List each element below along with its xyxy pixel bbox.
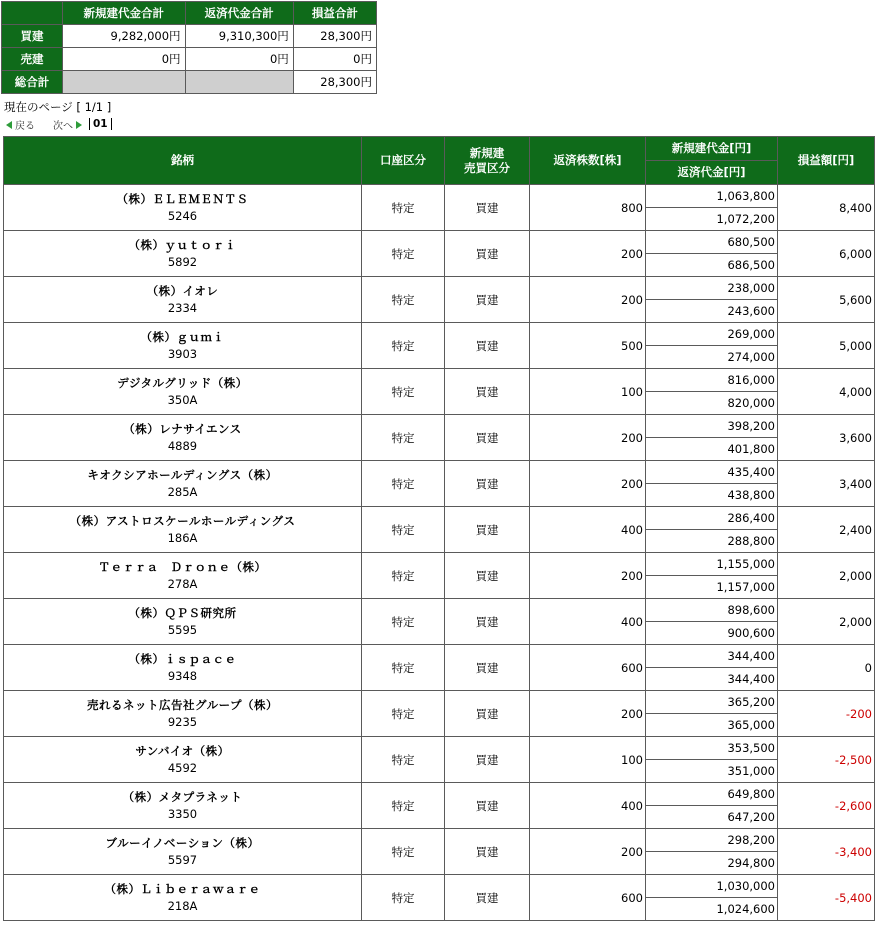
repay-amount: 1,024,600	[646, 898, 778, 921]
account-type: 特定	[362, 691, 445, 737]
header-repay-price: 返済代金[円]	[646, 161, 778, 185]
stock-name-cell	[4, 323, 362, 369]
summary-repay-total: 9,310,300円	[185, 25, 293, 48]
account-type: 特定	[362, 323, 445, 369]
position-row	[4, 231, 875, 254]
summary-new-total: 9,282,000円	[63, 25, 186, 48]
summary-row-label: 売建	[2, 48, 63, 71]
stock-name-cell	[4, 691, 362, 737]
account-type: 特定	[362, 507, 445, 553]
summary-header-pl-total: 損益合計	[293, 2, 376, 25]
account-type: 特定	[362, 875, 445, 921]
position-row	[4, 369, 875, 392]
stock-name-cell	[4, 645, 362, 691]
repay-qty: 500	[530, 323, 646, 369]
stock-name-cell	[4, 415, 362, 461]
repay-qty: 100	[530, 369, 646, 415]
trade-type: 買建	[445, 415, 530, 461]
stock-name-cell	[4, 507, 362, 553]
position-row	[4, 599, 875, 622]
stock-name: （株）イオレ	[146, 283, 219, 298]
summary-pl-total: 28,300円	[293, 25, 376, 48]
page-link-01[interactable]: 01	[89, 118, 112, 130]
new-amount: 365,200	[646, 691, 778, 714]
profit-loss: 2,000	[778, 599, 875, 645]
stock-code: 5892	[167, 254, 198, 269]
stock-name-cell	[4, 783, 362, 829]
repay-amount: 274,000	[646, 346, 778, 369]
stock-code: 9235	[167, 714, 198, 729]
header-new-price: 新規建代金[円]	[646, 137, 778, 161]
summary-row-sell	[2, 48, 377, 71]
stock-name-cell	[4, 553, 362, 599]
profit-loss: 5,000	[778, 323, 875, 369]
profit-loss: -2,600	[778, 783, 875, 829]
new-amount: 680,500	[646, 231, 778, 254]
repay-qty: 200	[530, 461, 646, 507]
repay-amount: 900,600	[646, 622, 778, 645]
trade-type: 買建	[445, 277, 530, 323]
stock-code: 4889	[167, 438, 198, 453]
repay-qty: 400	[530, 507, 646, 553]
repay-amount: 438,800	[646, 484, 778, 507]
summary-table	[1, 1, 377, 94]
position-row	[4, 691, 875, 714]
stock-name: Ｔｅｒｒａ Ｄｒｏｎｅ（株）	[98, 559, 267, 574]
triangle-right-icon	[76, 121, 82, 129]
stock-code: 5246	[167, 208, 198, 223]
new-amount: 398,200	[646, 415, 778, 438]
repay-amount: 294,800	[646, 852, 778, 875]
trade-type: 買建	[445, 829, 530, 875]
summary-corner	[2, 2, 63, 25]
trade-type: 買建	[445, 369, 530, 415]
stock-name-cell	[4, 737, 362, 783]
profit-loss: -200	[778, 691, 875, 737]
repay-qty: 600	[530, 645, 646, 691]
new-amount: 238,000	[646, 277, 778, 300]
stock-name: （株）ＱＰＳ研究所	[128, 605, 237, 620]
stock-name: （株）メタプラネット	[122, 789, 243, 804]
stock-name-cell	[4, 829, 362, 875]
position-row	[4, 737, 875, 760]
new-amount: 649,800	[646, 783, 778, 806]
stock-name-cell	[4, 231, 362, 277]
trade-type: 買建	[445, 691, 530, 737]
profit-loss: 5,600	[778, 277, 875, 323]
stock-name-cell	[4, 875, 362, 921]
new-amount: 344,400	[646, 645, 778, 668]
profit-loss: 3,400	[778, 461, 875, 507]
stock-name: デジタルグリッド（株）	[117, 375, 248, 390]
repay-qty: 200	[530, 277, 646, 323]
stock-code: 4592	[167, 760, 198, 775]
position-row	[4, 783, 875, 806]
account-type: 特定	[362, 461, 445, 507]
repay-qty: 200	[530, 553, 646, 599]
repay-amount: 1,072,200	[646, 208, 778, 231]
account-type: 特定	[362, 829, 445, 875]
stock-name-cell	[4, 277, 362, 323]
stock-code: 5595	[167, 622, 198, 637]
stock-code: 3903	[167, 346, 198, 361]
repay-amount: 365,000	[646, 714, 778, 737]
repay-qty: 600	[530, 875, 646, 921]
new-amount: 286,400	[646, 507, 778, 530]
triangle-left-icon	[6, 121, 12, 129]
repay-amount: 401,800	[646, 438, 778, 461]
stock-name-cell	[4, 185, 362, 231]
profit-loss: 6,000	[778, 231, 875, 277]
summary-grand-pl-total: 28,300円	[293, 71, 376, 94]
new-amount: 298,200	[646, 829, 778, 852]
header-trade-line2: 売買区分	[464, 160, 510, 175]
trade-type: 買建	[445, 231, 530, 277]
profit-loss: 2,400	[778, 507, 875, 553]
trade-type: 買建	[445, 185, 530, 231]
repay-qty: 800	[530, 185, 646, 231]
stock-code: 186A	[167, 530, 198, 545]
header-account: 口座区分	[362, 137, 445, 185]
stock-name: （株）ｇｕｍｉ	[140, 329, 225, 344]
new-amount: 816,000	[646, 369, 778, 392]
new-amount: 1,063,800	[646, 185, 778, 208]
repay-qty: 200	[530, 829, 646, 875]
new-amount: 898,600	[646, 599, 778, 622]
position-row	[4, 875, 875, 898]
profit-loss: 4,000	[778, 369, 875, 415]
header-trade-line1: 新規建	[469, 145, 505, 160]
new-amount: 269,000	[646, 323, 778, 346]
trade-type: 買建	[445, 737, 530, 783]
trade-type: 買建	[445, 599, 530, 645]
stock-name: （株）ＥＬＥＭＥＮＴＳ	[116, 191, 249, 206]
profit-loss: -5,400	[778, 875, 875, 921]
stock-code: 278A	[167, 576, 198, 591]
repay-amount: 243,600	[646, 300, 778, 323]
next-label: 次へ	[53, 121, 73, 132]
summary-repay-total: 0円	[185, 48, 293, 71]
stock-name-cell	[4, 461, 362, 507]
profit-loss: -2,500	[778, 737, 875, 783]
repay-amount: 288,800	[646, 530, 778, 553]
position-row	[4, 645, 875, 668]
profit-loss: -3,400	[778, 829, 875, 875]
summary-new-total: 0円	[63, 48, 186, 71]
summary-pl-total: 0円	[293, 48, 376, 71]
trade-type: 買建	[445, 875, 530, 921]
back-link[interactable]	[6, 117, 35, 132]
account-type: 特定	[362, 277, 445, 323]
repay-amount: 344,400	[646, 668, 778, 691]
stock-code: 5597	[167, 852, 198, 867]
new-amount: 353,500	[646, 737, 778, 760]
repay-qty: 400	[530, 599, 646, 645]
repay-amount: 647,200	[646, 806, 778, 829]
position-row	[4, 553, 875, 576]
summary-header-new-total: 新規建代金合計	[63, 2, 186, 25]
stock-code: 9348	[167, 668, 198, 683]
repay-qty: 100	[530, 737, 646, 783]
header-name: 銘柄	[4, 137, 362, 185]
stock-name: （株）レナサイエンス	[123, 421, 242, 436]
next-link[interactable]	[53, 117, 82, 132]
header-trade-type	[445, 137, 530, 185]
summary-header-repay-total: 返済代金合計	[185, 2, 293, 25]
account-type: 特定	[362, 599, 445, 645]
position-row	[4, 507, 875, 530]
trade-type: 買建	[445, 461, 530, 507]
summary-row-grand	[2, 71, 377, 94]
profit-loss: 2,000	[778, 553, 875, 599]
repay-qty: 200	[530, 415, 646, 461]
stock-name: （株）ｉｓｐａｃｅ	[128, 651, 237, 666]
account-type: 特定	[362, 645, 445, 691]
account-type: 特定	[362, 783, 445, 829]
stock-name: キオクシアホールディングス（株）	[87, 467, 278, 482]
trade-type: 買建	[445, 553, 530, 599]
trade-type: 買建	[445, 645, 530, 691]
position-row	[4, 461, 875, 484]
position-row	[4, 277, 875, 300]
back-label: 戻る	[15, 121, 35, 132]
summary-row-label: 買建	[2, 25, 63, 48]
position-row	[4, 323, 875, 346]
stock-name-cell	[4, 599, 362, 645]
account-type: 特定	[362, 737, 445, 783]
summary-row-buy	[2, 25, 377, 48]
stock-name: 売れるネット広告社グループ（株）	[86, 697, 279, 712]
account-type: 特定	[362, 231, 445, 277]
repay-amount: 820,000	[646, 392, 778, 415]
stock-code: 285A	[167, 484, 198, 499]
stock-code: 3350	[167, 806, 198, 821]
profit-loss: 0	[778, 645, 875, 691]
position-row	[4, 185, 875, 208]
repay-amount: 686,500	[646, 254, 778, 277]
stock-code: 218A	[167, 898, 198, 913]
repay-qty: 200	[530, 691, 646, 737]
current-page-indicator: 現在のページ [ 1/1 ]	[4, 100, 112, 114]
repay-amount: 1,157,000	[646, 576, 778, 599]
trade-type: 買建	[445, 507, 530, 553]
closed-positions-table	[3, 136, 875, 921]
stock-name: （株）アストロスケールホールディングス	[69, 513, 296, 528]
summary-blank-cell	[63, 71, 186, 94]
trade-type: 買建	[445, 323, 530, 369]
new-amount: 1,030,000	[646, 875, 778, 898]
profit-loss: 3,600	[778, 415, 875, 461]
profit-loss: 8,400	[778, 185, 875, 231]
header-pl: 損益額[円]	[778, 137, 875, 185]
stock-name-cell	[4, 369, 362, 415]
stock-code: 2334	[167, 300, 198, 315]
account-type: 特定	[362, 185, 445, 231]
new-amount: 435,400	[646, 461, 778, 484]
stock-name: ブルーイノベーション（株）	[105, 835, 260, 850]
account-type: 特定	[362, 369, 445, 415]
account-type: 特定	[362, 553, 445, 599]
account-type: 特定	[362, 415, 445, 461]
repay-qty: 200	[530, 231, 646, 277]
stock-name: （株）Ｌｉｂｅｒａｗａｒｅ	[104, 881, 261, 896]
position-row	[4, 829, 875, 852]
repay-amount: 351,000	[646, 760, 778, 783]
stock-name: サンバイオ（株）	[135, 743, 230, 758]
new-amount: 1,155,000	[646, 553, 778, 576]
summary-blank-cell	[185, 71, 293, 94]
summary-grand-label: 総合計	[2, 71, 63, 94]
header-qty: 返済株数[株]	[530, 137, 646, 185]
repay-qty: 400	[530, 783, 646, 829]
position-row	[4, 415, 875, 438]
stock-code: 350A	[167, 392, 198, 407]
trade-type: 買建	[445, 783, 530, 829]
stock-name: （株）ｙｕｔｏｒｉ	[128, 237, 237, 252]
